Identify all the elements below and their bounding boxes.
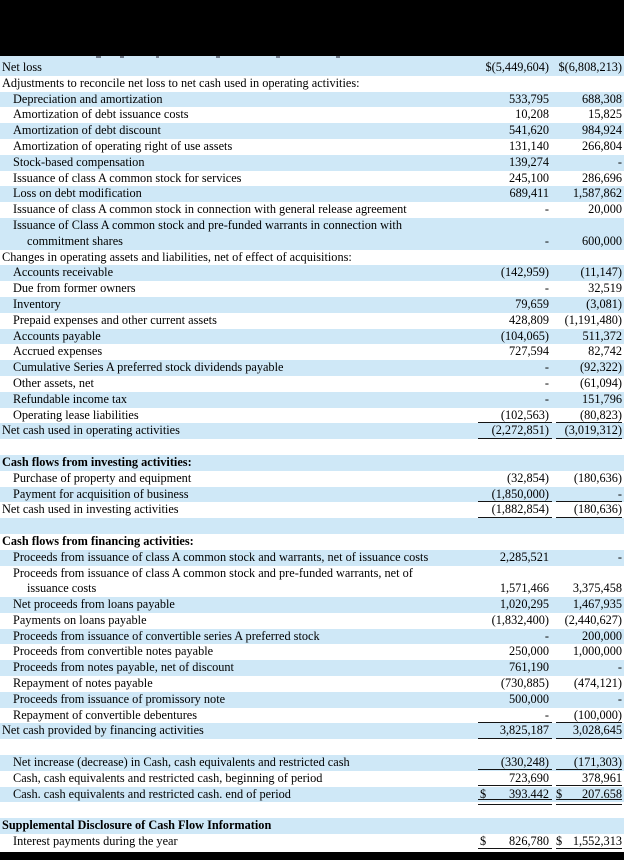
row-label-line1: Cash, cash equivalents and restricted cash, beginning of period [13,770,323,785]
amount-current-period: - [544,628,549,643]
row-label [0,787,476,803]
table-row [0,629,624,645]
row-label [0,107,476,123]
row-label [0,139,476,155]
amount-current-period: 1,571,466 [499,581,549,596]
table-row [0,723,624,739]
row-label-line1: Accounts payable [13,328,101,343]
table-row [0,250,624,266]
table-row [0,313,624,329]
amount-prior-period: - [617,660,622,675]
row-label-line1: Net loss [2,60,42,74]
currency-symbol: $ [556,834,563,849]
amount-current-period [476,787,554,803]
row-label-line1: Due from former owners [13,281,136,296]
row-label-line1: Net cash used in operating activities [2,423,180,438]
row-label-line1: Issuance of class A common stock for services [13,170,242,185]
currency-symbol: $ [480,834,487,849]
amount-current-period: - [544,375,549,390]
amount-prior-period: 286,696 [582,170,622,185]
row-label-line1: Inventory [13,296,61,311]
row-label-line1: Net cash used in investing activities [2,502,179,517]
row-label [0,676,476,692]
row-label-line2: commitment shares [27,233,123,248]
table-row [0,771,624,787]
row-label-line1: Loss on debt modification [13,186,142,201]
table-row [0,423,624,439]
row-label [0,566,476,598]
table-row [0,218,624,250]
row-label [0,471,476,487]
amount-prior-period: 1,587,862 [572,186,622,201]
amount-current-period: 428,809 [509,312,549,327]
table-row [0,676,624,692]
row-label-line1: Supplemental Disclosure of Cash Flow Information [2,818,272,833]
amount-prior-period: - [617,549,622,564]
row-label [0,218,476,250]
row-label [0,297,476,313]
row-label-line1: Cash. cash equivalents and restricted cash. end of period [13,786,291,801]
table-row [0,186,624,202]
row-label [0,502,476,518]
row-label [0,550,476,566]
amount-prior-period: (1,191,480) [564,312,622,327]
amount-prior-period: 266,804 [582,138,622,153]
row-label [0,281,476,297]
amount-prior-period: 378,961 [554,771,624,787]
row-label [0,202,476,218]
amount-prior-period: 600,000 [582,233,622,248]
table-row [0,360,624,376]
table-row [0,281,624,297]
table-row [0,471,624,487]
amount-prior-period [554,834,624,850]
table-row [0,376,624,392]
row-label-line1: Depreciation and amortization [13,91,163,106]
row-label-line1: Operating lease liabilities [13,407,139,422]
amount-current-period: (330,248) [476,755,554,771]
row-label-line1: Cash flows from financing activities: [2,533,194,548]
table-row [0,155,624,171]
amount-prior-period: 151,796 [582,391,622,406]
table-row [0,708,624,724]
row-label [0,360,476,376]
table-row [0,408,624,424]
amount-prior-period: 984,924 [582,123,622,138]
amount-current-period: 250,000 [509,644,549,659]
amount-prior-period: 200,000 [582,628,622,643]
amount-current-period: (2,272,851) [476,423,554,439]
row-label-line1: Net proceeds from loans payable [13,597,175,612]
row-label-line1: Interest payments during the year [13,834,178,849]
amount-current-period: 10,208 [515,107,549,122]
amount-prior-period: (3,081) [586,296,622,311]
amount-current-period: - [544,391,549,406]
amount-current-period: (142,959) [500,265,549,280]
amount-prior-period: 82,742 [588,344,622,359]
row-label-line1: Amortization of debt discount [13,123,161,138]
amount-prior-period: 511,372 [582,328,622,343]
amount-prior-period: (180,636) [554,502,624,518]
table-row [0,455,624,471]
table-row [0,392,624,408]
row-label [0,597,476,613]
row-label-line1: Stock-based compensation [13,154,145,169]
amount-current-period: 689,411 [509,186,549,201]
table-row [0,502,624,518]
row-label [0,834,476,850]
table-row [0,297,624,313]
row-label [0,250,476,266]
row-label-line1: Other assets, net [13,375,94,390]
amount-prior-period: (61,094) [579,375,622,390]
amount-value: 826,780 [509,834,549,849]
table-row [0,534,624,550]
amount-current-period: 1,020,295 [499,597,549,612]
table-row [0,76,624,92]
row-label-line1: Repayment of notes payable [13,676,153,691]
table-row [0,107,624,123]
amount-current-period: (1,850,000) [476,487,554,503]
row-label [0,329,476,345]
table-row [0,692,624,708]
row-label-line1: Proceeds from issuance of promissory note [13,691,226,706]
table-row [0,439,624,455]
amount-prior-period: - [617,691,622,706]
amount-prior-period: 1,467,935 [572,597,622,612]
amount-prior-period: (3,019,312) [554,423,624,439]
amount-prior-period: 32,519 [588,281,622,296]
row-label [0,723,476,739]
row-label [0,692,476,708]
row-label-line1: Amortization of operating right of use assets [13,138,233,153]
table-row [0,613,624,629]
row-label [0,186,476,202]
top-black-banner [0,0,624,56]
amount-value: 1,552,313 [572,834,622,849]
table-row [0,566,624,598]
amount-value: 207.658 [582,786,622,801]
amount-current-period: 500,000 [509,691,549,706]
row-label [0,123,476,139]
row-label [0,92,476,108]
amount-current-period: 245,100 [509,170,549,185]
amount-current-period [476,834,554,850]
statement-table [0,60,624,850]
row-label-line1: Changes in operating assets and liabilities, net of effect of acquisitions: [2,249,352,264]
amount-prior-period: (474,121) [573,676,622,691]
amount-prior-period [554,787,624,803]
row-label [0,771,476,787]
row-label-line1: Refundable income tax [13,391,128,406]
row-label [0,818,476,834]
row-label-line1: Amortization of debt issuance costs [13,107,189,122]
row-label [0,171,476,187]
row-label-line1: Net cash provided by financing activities [2,723,204,738]
amount-prior-period: $(6,808,213) [558,60,622,74]
amount-current-period: - [544,233,549,248]
row-label-line1: Accrued expenses [13,344,103,359]
row-label-line1: Proceeds from issuance of convertible series A preferred stock [13,628,320,643]
amount-prior-period: 15,825 [588,107,622,122]
row-label [0,313,476,329]
amount-current-period: (32,854) [506,470,549,485]
amount-prior-period: 3,028,645 [554,723,624,739]
table-row [0,139,624,155]
amount-prior-period: - [554,487,624,503]
row-label [0,408,476,424]
row-label-line1: Accounts receivable [13,265,114,280]
table-row [0,834,624,850]
amount-value: 393.442 [509,786,549,801]
table-row [0,60,624,76]
bottom-black-bar [0,852,624,860]
currency-symbol: $ [556,786,563,801]
row-label-line1: Payments on loans payable [13,612,147,627]
table-row [0,329,624,345]
table-row [0,818,624,834]
amount-current-period: 533,795 [509,91,549,106]
amount-prior-period: 688,308 [582,91,622,106]
amount-prior-period: 20,000 [588,202,622,217]
amount-prior-period: (171,303) [554,755,624,771]
amount-prior-period: (100,000) [554,708,624,724]
row-label-line1: Issuance of Class A common stock and pre-funded warrants in connection with [13,217,402,232]
row-label [0,344,476,360]
amount-current-period: (1,832,400) [491,612,549,627]
row-label [0,60,476,76]
table-row [0,550,624,566]
amount-current-period: - [544,281,549,296]
amount-prior-period: - [617,154,622,169]
row-label [0,265,476,281]
table-row [0,265,624,281]
row-label-line1: Net increase (decrease) in Cash, cash equivalents and restricted cash [13,755,350,770]
amount-current-period: - [476,708,554,724]
table-row [0,202,624,218]
table-row [0,344,624,360]
row-label [0,644,476,660]
amount-current-period: 541,620 [509,123,549,138]
row-label [0,487,476,503]
table-row [0,92,624,108]
row-label-line1: Proceeds from convertible notes payable [13,644,214,659]
table-row [0,739,624,755]
row-label-line2: issuance costs [27,581,97,596]
row-label [0,755,476,771]
row-label-line1: Prepaid expenses and other current assets [13,312,217,327]
amount-current-period: $(5,449,604) [485,60,549,74]
amount-current-period: 761,190 [509,660,549,675]
table-row [0,755,624,771]
row-label [0,534,476,550]
amount-prior-period: (180,636) [573,470,622,485]
row-label-line1: Proceeds from issuance of class A common stock and pre-funded warrants, net of [13,565,413,580]
table-row [0,123,624,139]
row-label [0,392,476,408]
row-label-line1: Cash flows from investing activities: [2,454,192,469]
amount-prior-period: (80,823) [554,408,624,424]
table-row [0,171,624,187]
row-label-line1: Proceeds from notes payable, net of discount [13,660,234,675]
amount-current-period: 3,825,187 [476,723,554,739]
amount-current-period: 723,690 [476,771,554,787]
row-label-line1: Issuance of class A common stock in connection with general release agreement [13,202,407,217]
amount-current-period: 131,140 [509,138,549,153]
row-label-line1: Purchase of property and equipment [13,470,192,485]
amount-prior-period: (92,322) [579,360,622,375]
amount-current-period: 727,594 [509,344,549,359]
table-row [0,518,624,534]
amount-current-period: (104,065) [500,328,549,343]
row-label [0,660,476,676]
row-label-line1: Adjustments to reconcile net loss to net cash used in operating activities: [2,75,360,90]
row-label [0,155,476,171]
amount-current-period: (1,882,854) [476,502,554,518]
row-label-line1: Cumulative Series A preferred stock dividends payable [13,360,284,375]
amount-current-period: - [544,360,549,375]
table-row [0,644,624,660]
row-label [0,76,476,92]
amount-current-period: 79,659 [515,296,549,311]
amount-current-period: 139,274 [509,154,549,169]
row-label [0,376,476,392]
row-label-line1: Repayment of convertible debentures [13,707,198,722]
row-label [0,423,476,439]
currency-symbol: $ [480,786,487,801]
table-row [0,597,624,613]
row-label [0,708,476,724]
amount-current-period: (102,563) [476,408,554,424]
row-label [0,613,476,629]
amount-prior-period: (11,147) [580,265,622,280]
row-label [0,629,476,645]
row-label-line1: Payment for acquisition of business [13,486,189,501]
amount-current-period: - [544,202,549,217]
row-label-line1: Proceeds from issuance of class A common stock and warrants, net of issuance costs [13,549,429,564]
row-label [0,455,476,471]
amount-prior-period: 1,000,000 [572,644,622,659]
amount-current-period: (730,885) [500,676,549,691]
amount-prior-period: 3,375,458 [572,581,622,596]
table-row [0,787,624,803]
table-row [0,487,624,503]
amount-prior-period: (2,440,627) [564,612,622,627]
table-row [0,660,624,676]
amount-current-period: 2,285,521 [499,549,549,564]
